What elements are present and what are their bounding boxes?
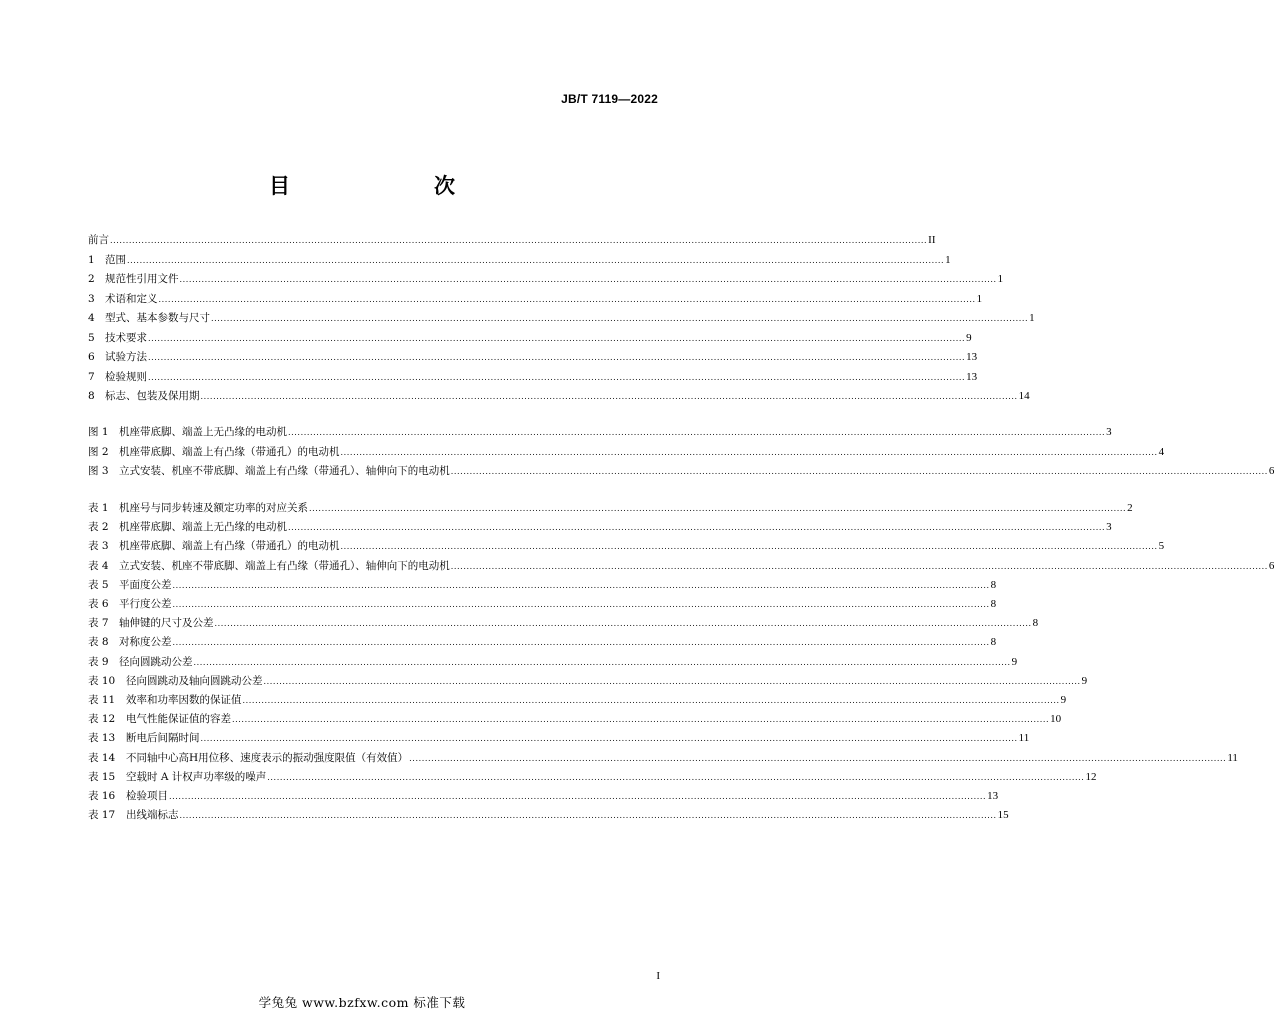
toc-entry-label: 机座带底脚、端盖上无凸缘的电动机 [119, 426, 287, 438]
toc-entry[interactable] [88, 368, 978, 386]
dot-leader: .................................................................................................................................................................................................................................................................... [340, 542, 1158, 552]
toc-entry-number: 表 4 [88, 559, 109, 572]
dot-leader: .................................................................................................................................................................................................................................................................... [148, 372, 966, 382]
toc-entry-page: 10 [1050, 713, 1062, 726]
toc-entry-label: 标志、包装及保用期 [105, 390, 200, 402]
toc-entry[interactable] [88, 348, 978, 366]
toc-entry-label: 机座号与同步转速及额定功率的对应关系 [119, 502, 308, 514]
dot-leader: .................................................................................................................................................................................................................................................................... [450, 467, 1268, 476]
toc-entry-label: 检验项目 [126, 790, 168, 802]
toc-entry-label: 径向圆跳动及轴向圆跳动公差 [126, 674, 263, 687]
dot-leader: .................................................................................................................................................................................................................................................................... [110, 236, 928, 245]
toc-entry[interactable] [88, 231, 936, 249]
toc-entry-label: 对称度公差 [119, 636, 172, 649]
toc-entry-page: 1 [945, 253, 951, 266]
toc-entry-page: 9 [966, 331, 972, 344]
toc-entry[interactable] [88, 729, 1030, 747]
toc-entry-number: 图 3 [88, 465, 109, 477]
toc-entry[interactable] [88, 672, 1088, 690]
dot-leader: .................................................................................................................................................................................................................................................................... [214, 619, 1032, 629]
toc-entry[interactable] [88, 806, 1009, 824]
toc-entry-label: 效率和功率因数的保证值 [126, 694, 242, 706]
toc-entry[interactable] [88, 614, 1039, 632]
toc-entry[interactable] [88, 595, 997, 613]
dot-leader: .................................................................................................................................................................................................................................................................... [200, 734, 1018, 744]
toc-entry-number: 表 2 [88, 521, 109, 534]
toc-entry-page: 1 [976, 292, 983, 305]
toc-entry-page: 8 [990, 578, 997, 591]
dot-leader: .................................................................................................................................................................................................................................................................... [158, 294, 976, 304]
dot-leader: .................................................................................................................................................................................................................................................................... [267, 772, 1085, 782]
toc-entry-page: 1 [997, 273, 1004, 285]
toc-entry-label: 电气性能保证值的容差 [126, 713, 231, 726]
toc-entry[interactable] [88, 787, 999, 805]
toc-entry[interactable] [88, 633, 997, 651]
toc-entry-label: 平面度公差 [119, 578, 172, 591]
toc-entry[interactable] [88, 537, 1165, 555]
toc-entry-page: 3 [1106, 426, 1112, 438]
toc-entry-number: 表 9 [88, 655, 109, 668]
dot-leader: .................................................................................................................................................................................................................................................................... [288, 428, 1106, 437]
toc-entry-number: 3 [88, 292, 95, 305]
dot-leader: .................................................................................................................................................................................................................................................................... [263, 676, 1081, 686]
toc-entry-page: 8 [1032, 617, 1039, 630]
toc-entry-label: 范围 [105, 253, 126, 266]
toc-entry-number: 图 2 [88, 445, 109, 458]
toc-entry-page: 6 [1268, 559, 1274, 572]
dot-leader: .................................................................................................................................................................................................................................................................... [409, 753, 1227, 763]
toc-entry-number: 表 15 [88, 770, 116, 783]
dot-leader: .................................................................................................................................................................................................................................................................... [148, 353, 966, 362]
dot-leader: .................................................................................................................................................................................................................................................................... [172, 580, 990, 590]
dot-leader: .................................................................................................................................................................................................................................................................... [193, 657, 1011, 667]
toc-entry[interactable] [88, 653, 1018, 671]
footer-watermark: 学兔兔 www.bzfxw.com 标准下载 [258, 995, 466, 1010]
toc-entry-label: 平行度公差 [119, 598, 172, 610]
toc-entry-number: 表 13 [88, 732, 116, 745]
toc-entry-page: 11 [1227, 751, 1238, 764]
toc-entry[interactable] [88, 749, 1238, 767]
toc-entry-label: 断电后间隔时间 [126, 732, 200, 745]
toc-entry-number: 图 1 [88, 426, 109, 438]
dot-leader: .................................................................................................................................................................................................................................................................... [211, 314, 1029, 323]
toc-entry-page: 2 [1127, 502, 1133, 514]
toc-entry-page: 5 [1158, 540, 1165, 553]
toc-entry-label: 空载时 A 计权声功率级的噪声 [126, 770, 267, 783]
toc-entry-label: 径向圆跳动公差 [119, 655, 193, 668]
toc-entry-label: 前言 [88, 234, 109, 246]
toc-entry-number: 表 1 [88, 502, 109, 514]
dot-leader: .................................................................................................................................................................................................................................................................... [179, 275, 997, 284]
toc-entry[interactable] [88, 290, 983, 308]
toc-entry-label: 机座带底脚、端盖上无凸缘的电动机 [119, 521, 287, 534]
toc-entry-number: 表 8 [88, 636, 109, 649]
toc-entry-label: 立式安装、机座不带底脚、端盖上有凸缘（带通孔）、轴伸向下的电动机 [119, 465, 450, 477]
toc-entry[interactable] [88, 443, 1165, 461]
toc-entry[interactable] [88, 462, 1274, 480]
toc-entry-label: 技术要求 [105, 331, 147, 344]
dot-leader: .................................................................................................................................................................................................................................................................... [242, 696, 1060, 705]
toc-entry-number: 8 [88, 390, 95, 402]
toc-entry-label: 立式安装、机座不带底脚、端盖上有凸缘（带通孔）、轴伸向下的电动机 [119, 559, 450, 572]
toc-entry-number: 5 [88, 331, 95, 344]
dot-leader: .................................................................................................................................................................................................................................................................... [450, 561, 1268, 571]
toc-entry-page: 3 [1106, 521, 1112, 534]
toc-entry-number: 表 10 [88, 674, 116, 687]
toc-entry-page: 9 [1060, 694, 1067, 706]
toc-entry-label: 机座带底脚、端盖上有凸缘（带通孔）的电动机 [119, 445, 340, 458]
dot-leader: .................................................................................................................................................................................................................................................................... [172, 638, 990, 648]
toc-entry-number: 1 [88, 253, 95, 266]
toc-entry[interactable] [88, 251, 951, 269]
dot-leader: .................................................................................................................................................................................................................................................................... [179, 811, 997, 821]
toc-entry-page: 8 [990, 636, 997, 649]
toc-entry-page: 11 [1018, 732, 1030, 745]
toc-entry-label: 规范性引用文件 [105, 273, 179, 285]
toc-entry-label: 试验方法 [105, 351, 147, 363]
toc-entry[interactable] [88, 518, 1112, 536]
toc-entry-number: 表 17 [88, 809, 116, 822]
toc-entry-label: 机座带底脚、端盖上有凸缘（带通孔）的电动机 [119, 540, 340, 553]
toc-entry[interactable] [88, 387, 1030, 405]
toc-entry[interactable] [88, 309, 1035, 327]
toc-entry-number: 7 [88, 370, 95, 383]
dot-leader: .................................................................................................................................................................................................................................................................... [340, 447, 1158, 457]
toc-entry-number: 表 14 [88, 751, 116, 764]
toc-entry-label: 出线端标志 [126, 809, 179, 822]
toc-entry-label: 检验规则 [105, 370, 147, 383]
toc-entry[interactable] [88, 576, 997, 594]
toc-entry-number: 表 12 [88, 713, 116, 726]
toc-entry[interactable] [88, 423, 1112, 441]
dot-leader: .................................................................................................................................................................................................................................................................... [232, 715, 1050, 725]
toc-entry[interactable] [88, 691, 1067, 709]
dot-leader: .................................................................................................................................................................................................................................................................... [127, 255, 945, 265]
toc-entry-page: 6 [1268, 465, 1274, 477]
toc-entry-number: 表 11 [88, 694, 116, 706]
toc-entry-label: 型式、基本参数与尺寸 [105, 312, 210, 324]
toc-entry-page: II [928, 234, 936, 246]
toc-entry-page: 14 [1018, 390, 1030, 402]
toc-entry-number: 表 5 [88, 578, 109, 591]
dot-leader: .................................................................................................................................................................................................................................................................... [200, 392, 1018, 401]
dot-leader: .................................................................................................................................................................................................................................................................... [169, 792, 987, 801]
toc-entry[interactable] [88, 557, 1274, 575]
toc-entry-page: 12 [1085, 770, 1097, 783]
toc-entry-label: 不同轴中心高H用位移、速度表示的振动强度限值（有效值） [126, 751, 409, 764]
toc-entry-page: 1 [1029, 312, 1035, 324]
toc-entry[interactable] [88, 270, 1004, 288]
toc-entry-page: 9 [1081, 674, 1088, 687]
toc-entry[interactable] [88, 329, 972, 347]
toc-entry-page: 15 [997, 809, 1009, 822]
dot-leader: .................................................................................................................................................................................................................................................................... [288, 523, 1106, 533]
dot-leader: .................................................................................................................................................................................................................................................................... [172, 600, 990, 609]
toc-entry-number: 表 16 [88, 790, 116, 802]
toc-entry-page: 9 [1011, 655, 1018, 668]
toc-entry-number: 表 3 [88, 540, 109, 553]
toc-title: 目 次 [269, 173, 489, 198]
toc-entry-number: 6 [88, 351, 95, 363]
toc-entry-page: 13 [966, 370, 978, 383]
dot-leader: .................................................................................................................................................................................................................................................................... [148, 333, 966, 343]
toc-entry-page: 4 [1158, 445, 1165, 458]
toc-entry-label: 轴伸键的尺寸及公差 [119, 617, 214, 630]
toc-entry-number: 表 6 [88, 598, 109, 610]
toc-entry[interactable] [88, 768, 1097, 786]
toc-entry-page: 13 [966, 351, 978, 363]
toc-entry-number: 表 7 [88, 617, 109, 630]
toc-entry[interactable] [88, 710, 1062, 728]
toc-entry-number: 2 [88, 273, 95, 285]
toc-entry-page: 13 [987, 790, 999, 802]
toc-entry-label: 术语和定义 [105, 292, 158, 305]
toc-entry[interactable] [88, 499, 1133, 517]
page-number: I [656, 970, 660, 982]
toc-entry-page: 8 [990, 598, 997, 610]
toc-entry-number: 4 [88, 312, 95, 324]
standard-code: JB/T 7119—2022 [561, 92, 658, 106]
dot-leader: .................................................................................................................................................................................................................................................................... [309, 504, 1127, 513]
